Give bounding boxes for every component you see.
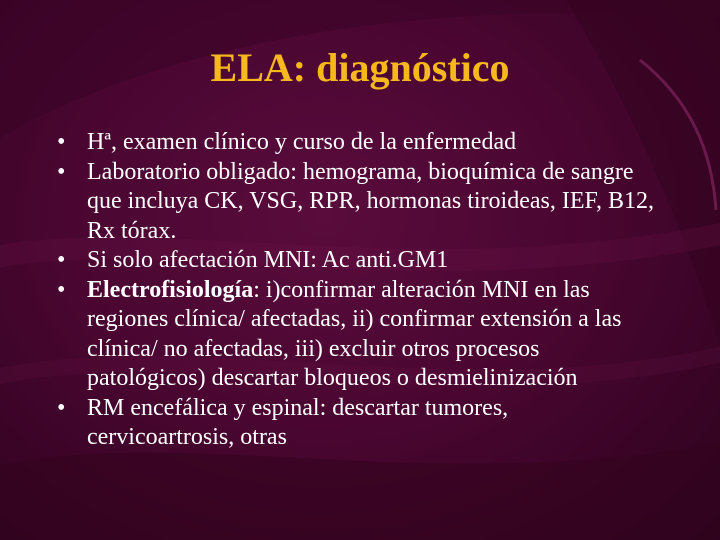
bullet-dot: • <box>57 129 66 155</box>
bullet-text: Laboratorio obligado: hemograma, bioquímica de sangre que incluya CK, VSG, RPR, hormonas tiroideas, IEF, B12, Rx tórax. <box>87 158 654 244</box>
swoosh-band-bottom <box>0 440 720 540</box>
bullet-text: : i)confirmar alteración MNI en las regiones clínica/ afectadas, ii) confirmar extensión a las clínica/ no afectadas, iii) excluir otros procesos patológicos) descartar bloqueos o desmielinización <box>87 276 622 391</box>
bullet-bold-term: Electrofisiología <box>87 276 254 303</box>
bullet-text: Si solo afectación MNI: Ac anti.GM1 <box>87 247 449 273</box>
bullet-item <box>55 276 655 394</box>
bullet-item <box>55 394 655 453</box>
bullet-item <box>55 158 655 247</box>
bullet-item <box>55 246 655 276</box>
bullet-list <box>55 128 655 453</box>
bullet-dot: • <box>57 276 66 303</box>
slide-title: ELA: diagnóstico <box>210 45 510 90</box>
bullet-dot: • <box>57 158 66 185</box>
bullet-dot: • <box>57 394 66 421</box>
bullet-text: Hª, examen clínico y curso de la enfermedad <box>87 129 517 155</box>
bullet-item <box>55 128 655 158</box>
bullet-text: RM encefálica y espinal: descartar tumores, cervicoartrosis, otras <box>87 394 509 450</box>
bullet-dot: • <box>57 247 66 273</box>
